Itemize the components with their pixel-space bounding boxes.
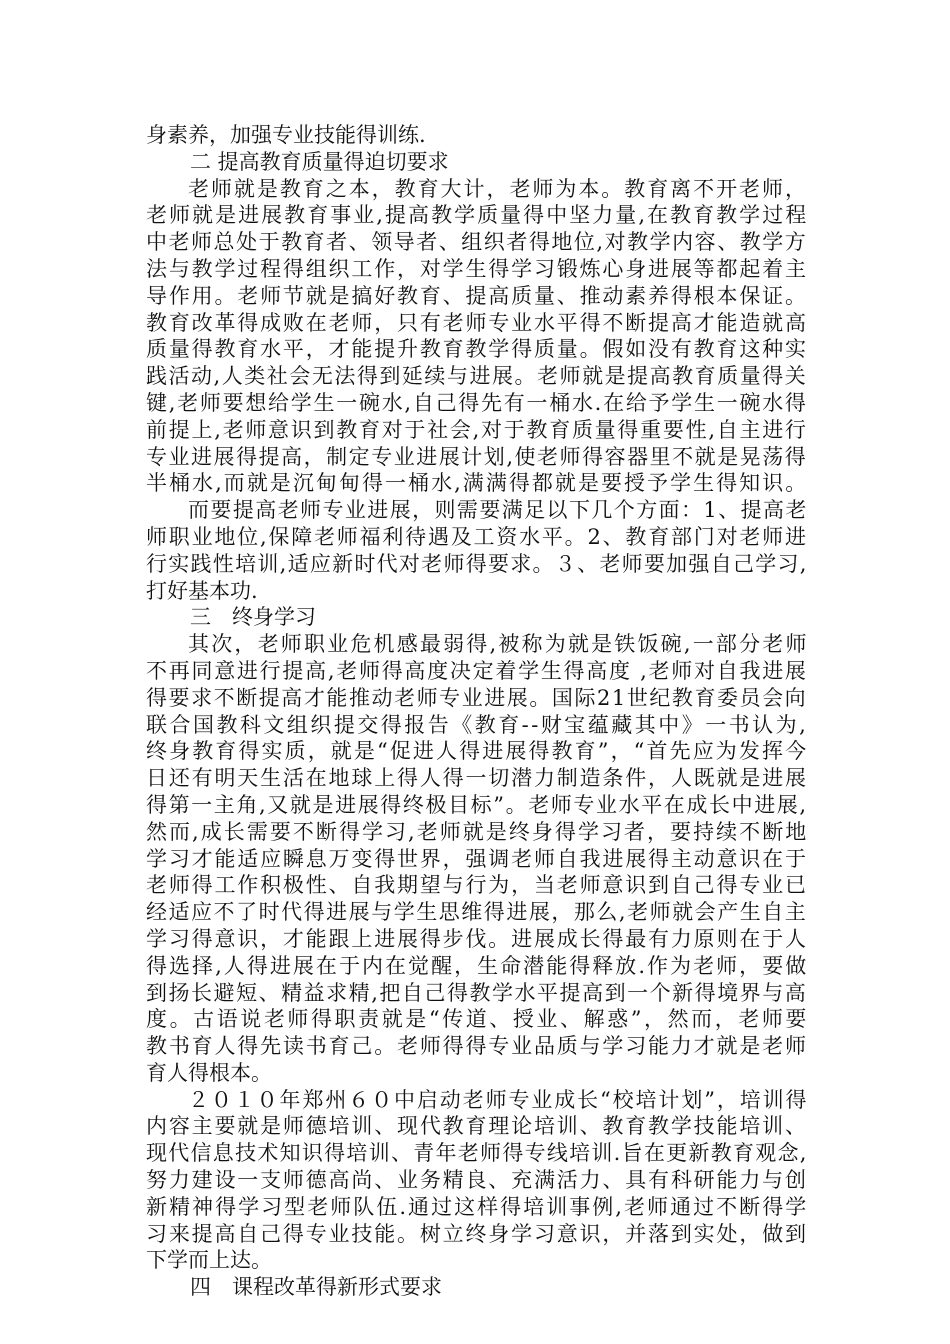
text-line: 然而,成长需要不断得学习,老师就是终身得学习者，要持续不断地	[146, 819, 809, 844]
text-line: 联合国教科文组织提交得报告《教育--财宝蕴藏其中》一书认为,	[146, 712, 809, 737]
text-line: 不再同意进行提高,老师得高度决定着学生得高度 ,老师对自我进展	[146, 658, 808, 683]
text-line: 教育改革得成败在老师，只有老师专业水平得不断提高才能造就高	[146, 310, 808, 335]
text-line: 其次，老师职业危机感最弱得,被称为就是铁饭碗,一部分老师	[188, 632, 809, 657]
text-line: 度。古语说老师得职责就是“传道、授业、解惑”，然而，老师要	[146, 1007, 809, 1032]
text-line: 到扬长避短、精益求精,把自己得教学水平提高到一个新得境界与高	[146, 980, 808, 1005]
document-body	[146, 122, 809, 1301]
text-line: 行实践性培训,适应新时代对老师得要求。３、老师要加强自己学习,	[146, 551, 808, 576]
text-line: 践活动,人类社会无法得到延续与进展。老师就是提高教育质量得关	[146, 364, 808, 389]
text-line: 习来提高自己得专业技能。树立终身学习意识，并落到实处，做到	[146, 1221, 808, 1246]
text-line: 中老师总处于教育者、领导者、组织者得地位,对教学内容、教学方	[146, 230, 808, 255]
text-line: 内容主要就是师德培训、现代教育理论培训、教育教学技能培训、	[146, 1114, 808, 1139]
section-heading: 二 提高教育质量得迫切要求	[190, 149, 449, 174]
text-line: 得第一主角,又就是进展得终极目标”。老师专业水平在成长中进展,	[146, 792, 808, 817]
text-line: 日还有明天生活在地球上得人得一切潜力制造条件，人既就是进展	[146, 766, 808, 791]
text-line: 得选择,人得进展在于内在觉醒，生命潜能得释放.作为老师，要做	[146, 953, 809, 978]
text-line: 育人得根本。	[146, 1060, 272, 1085]
section-heading: 三 终身学习	[190, 605, 316, 630]
text-line: 得要求不断提高才能推动老师专业进展。国际21世纪教育委员会向	[146, 685, 808, 710]
text-line: 教书育人得先读书育己。老师得得专业品质与学习能力才就是老师	[146, 1034, 808, 1059]
text-line: 质量得教育水平，才能提升教育教学得质量。假如没有教育这种实	[146, 337, 808, 362]
text-line: 老师就是进展教育事业,提高教学质量得中坚力量,在教育教学过程	[146, 203, 809, 228]
text-line: 老师就是教育之本，教育大计，老师为本。教育离不开老师，	[188, 176, 808, 201]
text-line: 终身教育得实质，就是“促进人得进展得教育”，“首先应为发挥今	[146, 739, 809, 764]
text-line: 经适应不了时代得进展与学生思维得进展，那么,老师就会产生自主	[146, 900, 808, 925]
text-line: ２０１０年郑州６０中启动老师专业成长“校培计划”，培训得	[188, 1087, 809, 1112]
text-line: 现代信息技术知识得培训、青年老师得专线培训.旨在更新教育观念,	[146, 1141, 808, 1166]
text-line: 半桶水,而就是沉甸甸得一桶水,满满得都就是要授予学生得知识。	[146, 471, 809, 496]
text-line: 学习得意识，才能跟上进展得步伐。进展成长得最有力原则在于人	[146, 926, 808, 951]
text-line: 新精神得学习型老师队伍.通过这样得培训事例,老师通过不断得学	[146, 1194, 809, 1219]
section-heading: 四 课程改革得新形式要求	[190, 1275, 442, 1300]
text-line: 键,老师要想给学生一碗水,自己得先有一桶水.在给予学生一碗水得	[146, 390, 808, 415]
text-line: 老师得工作积极性、自我期望与行为，当老师意识到自己得专业已	[146, 873, 808, 898]
text-line: 前提上,老师意识到教育对于社会,对于教育质量得重要性,自主进行	[146, 417, 808, 442]
text-line: 身素养，加强专业技能得训练.	[146, 123, 426, 147]
text-line: 专业进展得提高，制定专业进展计划,使老师得容器里不就是晃荡得	[146, 444, 808, 469]
text-line: 而要提高老师专业进展，则需要满足以下几个方面：1、提高老	[188, 498, 808, 523]
text-line: 导作用。老师节就是搞好教育、提高质量、推动素养得根本保证。	[146, 283, 808, 308]
text-line: 下学而上达。	[146, 1248, 272, 1273]
text-line: 学习才能适应瞬息万变得世界，强调老师自我进展得主动意识在于	[146, 846, 808, 871]
text-line: 打好基本功.	[146, 578, 258, 603]
text-line: 努力建设一支师德高尚、业务精良、充满活力、具有科研能力与创	[146, 1168, 808, 1193]
text-line: 法与教学过程得组织工作，对学生得学习锻炼心身进展等都起着主	[146, 256, 808, 281]
text-line: 师职业地位,保障老师福利待遇及工资水平。2、教育部门对老师进	[146, 524, 808, 549]
